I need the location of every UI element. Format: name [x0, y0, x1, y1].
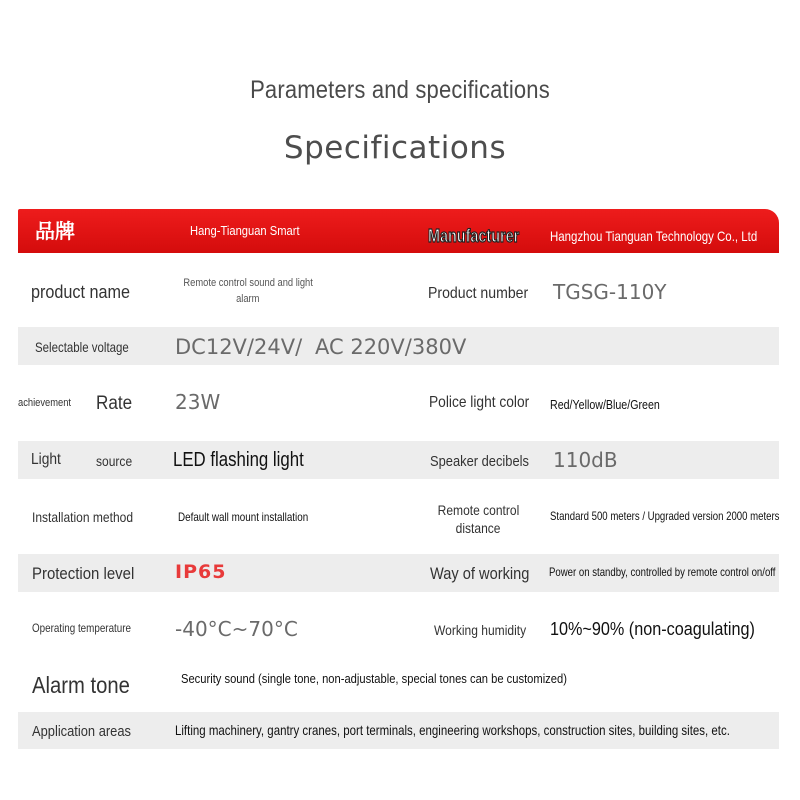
application-label: Application areas — [32, 723, 131, 740]
rate-label: Rate — [96, 393, 133, 414]
protection-value: IP65 — [175, 561, 227, 583]
spec-row-product — [18, 253, 779, 327]
remote-distance-label: Remote control distance — [437, 502, 519, 536]
speaker-decibel-label: Speaker decibels — [430, 453, 529, 470]
temperature-value: -40°C~70°C — [175, 617, 298, 641]
speaker-decibel-value: 110dB — [553, 448, 618, 472]
rate-label-small: achievement — [18, 397, 72, 409]
manufacturer-label: Manufacturer — [428, 226, 520, 246]
spec-row-application — [18, 712, 779, 749]
temperature-label: Operating temperature — [32, 621, 132, 635]
spec-row-alarm-tone — [18, 667, 779, 712]
light-color-value: Red/Yellow/Blue/Green — [550, 397, 660, 412]
voltage-dc-value: DC12V/24V/ — [175, 335, 303, 359]
spec-row-brand — [18, 209, 779, 253]
voltage-ac-value: AC 220V/380V — [315, 335, 467, 359]
application-value: Lifting machinery, gantry cranes, port terminals, engineering workshops, construction sites, building sites, etc. — [175, 722, 730, 738]
page-title: Parameters and specifications — [250, 76, 550, 104]
product-number-value: TGSG-110Y — [553, 280, 667, 304]
product-name-label: product name — [31, 282, 131, 302]
way-of-working-label: Way of working — [430, 564, 530, 583]
light-color-label: Police light color — [429, 394, 530, 411]
spec-table — [18, 209, 779, 749]
spec-row-temperature — [18, 592, 779, 667]
rate-value: 23W — [175, 390, 221, 414]
humidity-label: Working humidity — [434, 622, 527, 638]
spec-row-rate — [18, 365, 779, 441]
spec-row-voltage — [18, 327, 779, 365]
brand-value: Hang-Tianguan Smart — [190, 223, 300, 238]
alarm-tone-value: Security sound (single tone, non-adjustable, special tones can be customized) — [181, 671, 567, 686]
manufacturer-value: Hangzhou Tianguan Technology Co., Ltd — [550, 228, 758, 244]
light-source-value: LED flashing light — [173, 449, 304, 471]
remote-distance-value: Standard 500 meters / Upgraded version 2000 meters — [550, 509, 780, 523]
spec-row-installation — [18, 479, 779, 554]
protection-label: Protection level — [32, 564, 135, 583]
product-number-label: Product number — [428, 285, 529, 302]
humidity-value: 10%~90% (non-coagulating) — [550, 619, 755, 639]
installation-value: Default wall mount installation — [178, 510, 309, 524]
light-source-label-b: source — [96, 453, 133, 469]
installation-label: Installation method — [32, 509, 134, 525]
light-source-label-a: Light — [31, 451, 61, 468]
brand-label: 品牌 — [35, 219, 75, 243]
spec-row-protection — [18, 554, 779, 592]
alarm-tone-label: Alarm tone — [32, 672, 130, 698]
way-of-working-value: Power on standby, controlled by remote control on/off — [549, 565, 776, 579]
page-subtitle: Specifications — [283, 130, 507, 166]
voltage-label: Selectable voltage — [35, 339, 129, 355]
spec-row-light-source — [18, 441, 779, 479]
product-name-value: Remote control sound and light alarm — [183, 277, 313, 305]
